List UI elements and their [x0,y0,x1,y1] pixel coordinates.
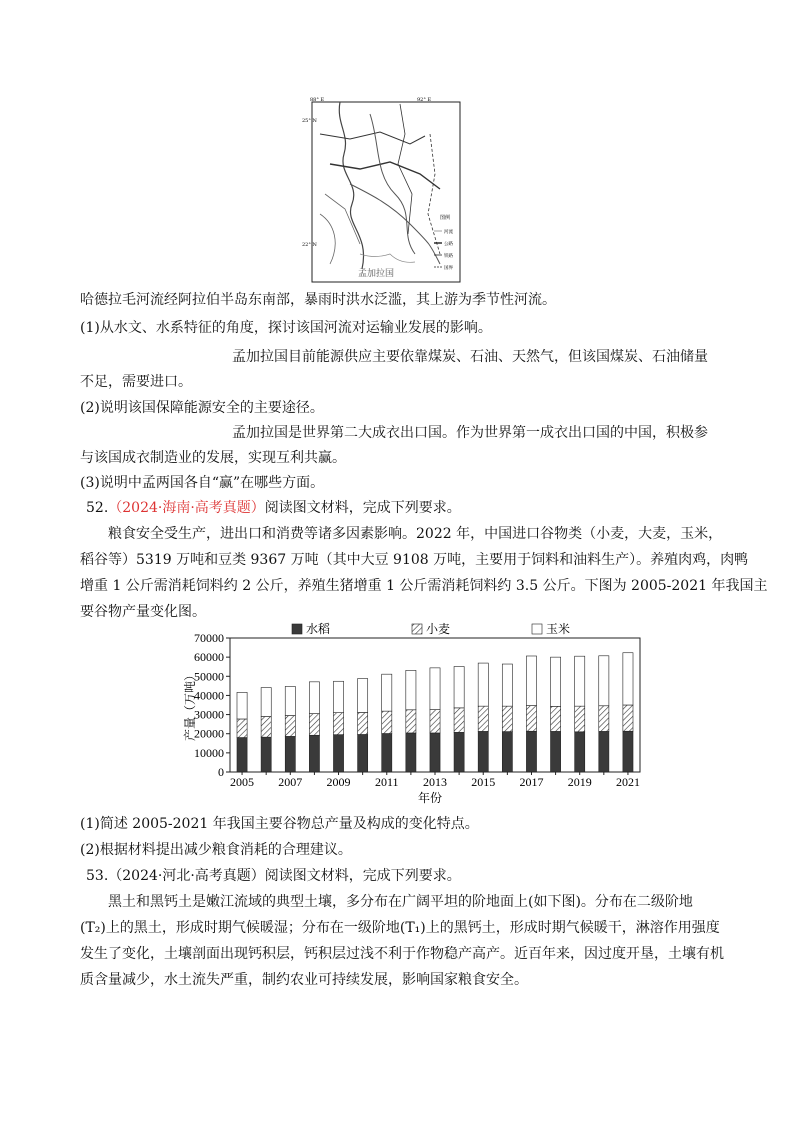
y-tick-label: 0 [218,765,224,779]
y-tick-label: 40000 [194,688,224,703]
grain-production-chart [180,620,650,810]
bar-wheat-2006 [261,716,271,737]
bar-corn-2021 [623,653,633,705]
bar-corn-2020 [599,656,609,706]
legend-river: 河流 [444,230,453,235]
legend-swatch-0 [292,624,302,634]
para-hadramawt: 哈德拉毛河流经阿拉伯半岛东南部，暴雨时洪水泛滥，其上游为季节性河流。 [80,292,556,308]
bar-rice-2020 [599,731,609,772]
bar-wheat-2016 [502,706,512,731]
para-53-2: (T₂)上的黑土，形成时期气候暖湿；分布在一级阶地(T₁)上的黑钙土，形成时期气候暖干，淋溶作用强度 [80,920,720,936]
bar-corn-2019 [575,656,585,706]
bar-rice-2018 [551,731,561,772]
question-1: (1)从水文、水系特征的角度，探讨该国河流对运输业发展的影响。 [80,320,492,336]
map-graphic [300,94,462,286]
bar-wheat-2008 [309,714,319,736]
bar-rice-2005 [237,738,247,772]
bar-wheat-2021 [623,705,633,731]
question-2: (2)说明该国保障能源安全的主要途径。 [80,400,324,416]
bar-rice-2007 [285,736,295,772]
bar-corn-2015 [478,663,488,706]
question-52-2: (2)根据材料提出减少粮食消耗的合理建议。 [80,842,352,858]
bar-corn-2017 [526,656,536,706]
bar-rice-2009 [333,735,343,772]
legend-label-2: 玉米 [546,622,571,636]
legend-rail: 铁路 [444,254,453,259]
x-tick-label: 2013 [423,775,447,789]
para-52-4: 要谷物产量变化图。 [80,604,206,620]
bar-rice-2014 [454,732,464,772]
bar-wheat-2010 [358,712,368,734]
map-country-label: 孟加拉国 [358,269,395,279]
bar-corn-2016 [502,664,512,706]
bar-rice-2006 [261,737,271,772]
para-52-3: 增重 1 公斤需消耗饲料约 2 公斤，养殖生猪增重 1 公斤需消耗饲料约 3.5 公斤。下图为 2005-2021 年我国主 [80,578,768,594]
bar-rice-2011 [382,734,392,772]
bar-rice-2008 [309,735,319,772]
legend-road: 公路 [444,242,453,247]
bar-corn-2006 [261,688,271,717]
x-tick-label: 2007 [278,775,303,789]
bar-wheat-2014 [454,708,464,733]
x-tick-label: 2009 [326,775,351,789]
chart-svg [180,620,650,810]
para-53-4: 质含量减少，水土流失严重，制约农业可持续发展，影响国家粮食安全。 [80,972,528,988]
x-axis-label: 年份 [417,791,443,805]
bar-corn-2011 [382,674,392,711]
bar-wheat-2018 [551,706,561,731]
bar-wheat-2009 [333,713,343,735]
para-53-1: 黑土和黑钙土是嫩江流域的典型土壤，多分布在广阔平坦的阶地面上(如下图)。分布在二级阶地 [108,894,693,910]
bar-wheat-2017 [526,706,536,732]
question-52-source: （2024·海南·高考真题） [108,500,265,516]
x-tick-label: 2017 [519,775,544,789]
x-tick-label: 2019 [567,775,592,789]
bar-corn-2013 [430,668,440,710]
question-53-header: 53.（2024·河北·高考真题）阅读图文材料，完成下列要求。 [86,868,461,884]
x-tick-label: 2021 [615,775,640,789]
para-53-3: 发生了变化，土壤剖面出现钙积层，钙积层过浅不利于作物稳产高产。近百年来，因过度开垦，土壤有机 [80,946,724,962]
bar-corn-2010 [358,679,368,713]
para-52-1: 粮食安全受生产，进出口和消费等诸多因素影响。2022 年，中国进口谷物类（小麦，大麦，玉米， [108,526,723,542]
y-tick-label: 30000 [194,707,224,722]
y-axis-label: 产量（万吨） [183,668,197,742]
legend-border: 国界 [444,266,453,271]
bar-wheat-2020 [599,706,609,732]
question-52-1: (1)简述 2005-2021 年我国主要谷物总产量及构成的变化特点。 [80,816,479,832]
legend-swatch-2 [532,624,542,634]
legend-label-0: 水稻 [306,622,331,636]
x-tick-label: 2015 [471,775,496,789]
para-52-2: 稻谷等）5319 万吨和豆类 9367 万吨（其中大豆 9108 万吨，主要用于饲料和油料生产）。养殖肉鸡，肉鸭 [80,552,749,568]
question-52-number: 52. [86,500,109,516]
x-tick-label: 2005 [230,775,255,789]
y-tick-label: 10000 [194,745,224,760]
bar-rice-2010 [358,734,368,772]
bar-rice-2019 [575,732,585,772]
bar-corn-2012 [406,670,416,709]
bar-rice-2017 [526,731,536,772]
question-52-header [86,498,461,518]
map-lat-top: 25° N [302,118,317,124]
bar-corn-2014 [454,667,464,708]
legend-label-1: 小麦 [426,622,451,636]
bar-wheat-2011 [382,711,392,733]
bar-corn-2018 [551,657,561,706]
bar-rice-2012 [406,733,416,772]
para-energy-2: 不足，需要进口。 [80,374,192,390]
legend-title: 图例 [440,215,451,221]
bangladesh-map [300,94,462,286]
bar-rice-2015 [478,731,488,772]
bar-corn-2009 [333,681,343,712]
map-lat-bottom: 22° N [302,242,317,248]
y-tick-label: 70000 [194,631,224,645]
para-garment-1: 孟加拉国是世界第二大成衣出口国。作为世界第一成衣出口国的中国，积极参 [232,425,708,441]
bar-wheat-2007 [285,716,295,737]
bar-rice-2016 [502,732,512,772]
bar-corn-2005 [237,692,247,719]
y-tick-label: 60000 [194,650,224,665]
bar-wheat-2019 [575,706,585,732]
x-tick-label: 2011 [374,775,399,789]
y-tick-label: 20000 [194,726,224,741]
bar-wheat-2005 [237,719,247,738]
bar-corn-2008 [309,682,319,714]
bar-wheat-2012 [406,710,416,733]
para-energy-1: 孟加拉国目前能源供应主要依靠煤炭、石油、天然气，但该国煤炭、石油储量 [232,349,708,365]
question-3: (3)说明中孟两国各自“赢”在哪些方面。 [80,475,325,491]
bar-rice-2021 [623,731,633,772]
bar-wheat-2015 [478,706,488,731]
map-lon-left: 88° E [310,97,325,103]
bar-rice-2013 [430,733,440,772]
y-tick-label: 50000 [194,669,224,684]
bar-wheat-2013 [430,710,440,733]
para-garment-2: 与该国成衣制造业的发展，实现互利共赢。 [80,450,346,466]
bar-corn-2007 [285,686,295,715]
question-52-instruction: 阅读图文材料，完成下列要求。 [264,500,461,516]
legend-swatch-1 [412,624,422,634]
map-lon-right: 92° E [417,97,432,103]
